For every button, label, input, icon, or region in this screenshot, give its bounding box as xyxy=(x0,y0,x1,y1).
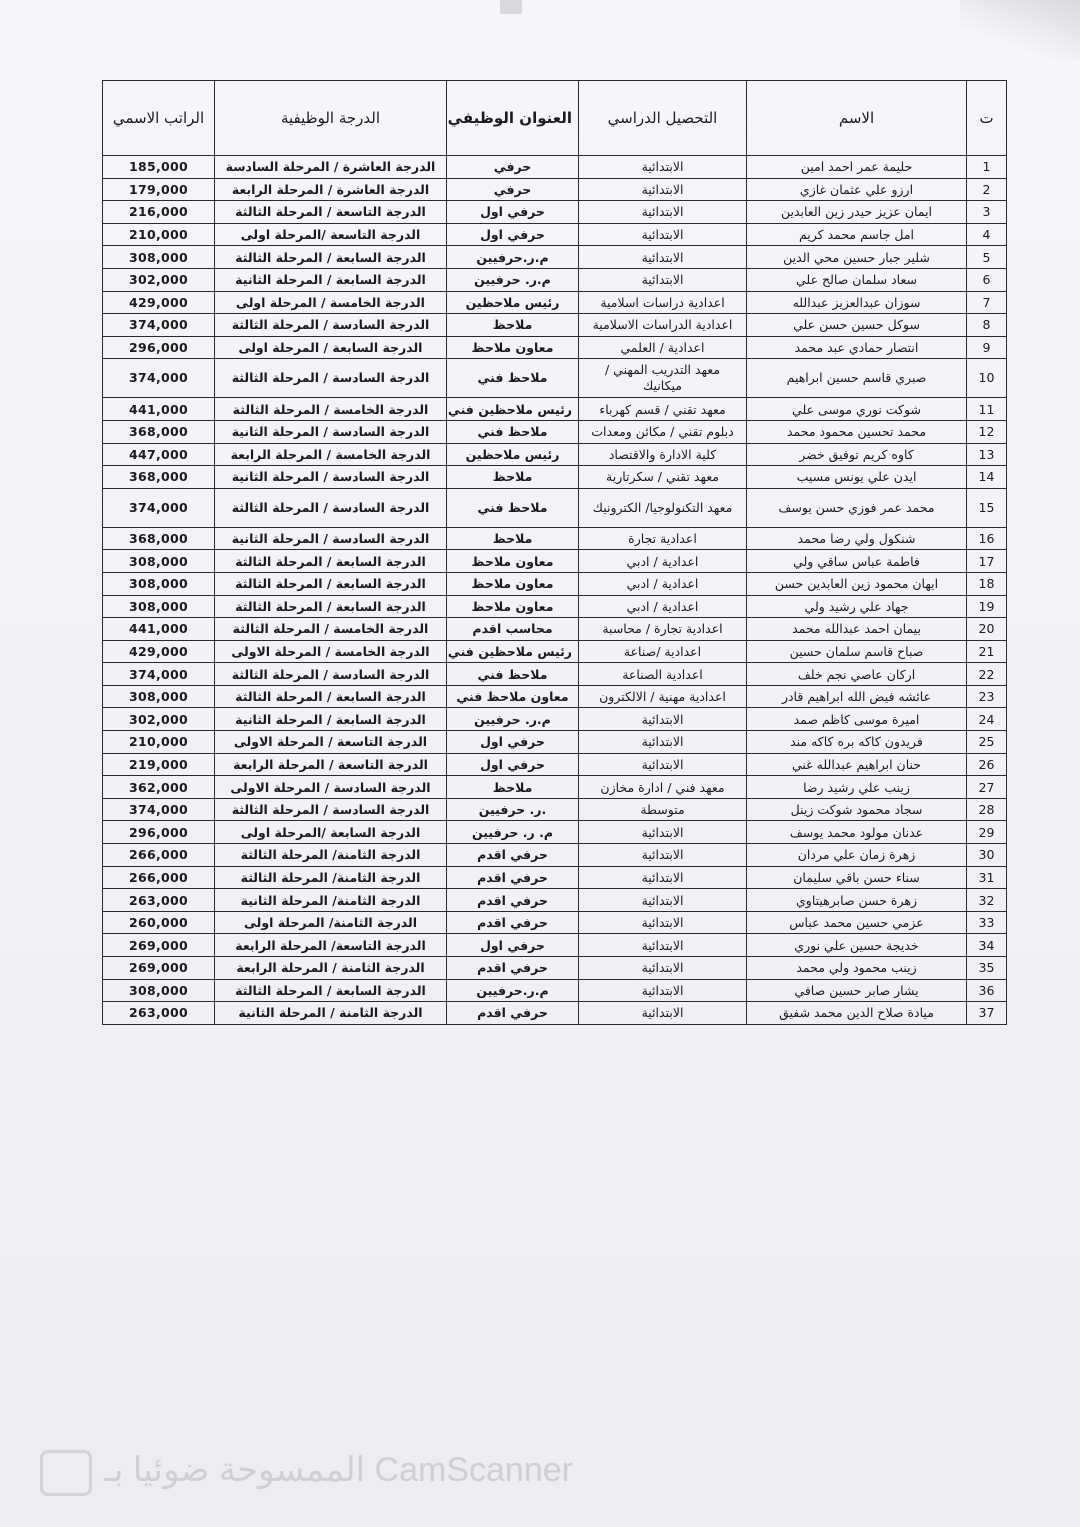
job-grade-cell: الدرجة الخامسة / المرحلة اولى xyxy=(215,291,447,314)
education-cell: الابتدائية xyxy=(579,934,747,957)
job-title-cell: ملاحظ فني xyxy=(447,663,579,686)
job-title-cell: حرفي اقدم xyxy=(447,844,579,867)
row-number-cell: 19 xyxy=(967,595,1007,618)
employee-name-cell: شوكت نوري موسى علي xyxy=(747,398,967,421)
education-cell: الابتدائية xyxy=(579,753,747,776)
row-number-cell: 23 xyxy=(967,685,1007,708)
job-grade-cell: الدرجة التاسعة/ المرحلة الرابعة xyxy=(215,934,447,957)
job-grade-cell: الدرجة الخامسة / المرحلة الاولى xyxy=(215,640,447,663)
job-grade-cell: الدرجة الثامنة / المرحلة الرابعة xyxy=(215,957,447,980)
table-row xyxy=(103,572,1007,595)
job-grade-cell: الدرجة الخامسة / المرحلة الثالثة xyxy=(215,398,447,421)
table-row xyxy=(103,618,1007,641)
table-row xyxy=(103,246,1007,269)
watermark-text: الممسوحة ضوئيا بـ CamScanner xyxy=(104,1451,573,1489)
education-cell: الابتدائية xyxy=(579,821,747,844)
job-grade-cell: الدرجة السادسة / المرحلة الثانية xyxy=(215,420,447,443)
row-number-cell: 7 xyxy=(967,291,1007,314)
salary-cell: 210,000 xyxy=(103,731,215,754)
row-number-cell: 20 xyxy=(967,618,1007,641)
salary-cell: 308,000 xyxy=(103,685,215,708)
row-number-cell: 10 xyxy=(967,359,1007,398)
row-number-cell: 28 xyxy=(967,798,1007,821)
salary-cell: 429,000 xyxy=(103,640,215,663)
education-cell: اعدادية / العلمي xyxy=(579,336,747,359)
row-number-cell: 13 xyxy=(967,443,1007,466)
salary-cell: 266,000 xyxy=(103,844,215,867)
salary-cell: 447,000 xyxy=(103,443,215,466)
education-cell: معهد التدريب المهني / ميكانيك xyxy=(579,359,747,398)
header-no: ت xyxy=(967,81,1007,156)
employee-name-cell: زينب محمود ولي محمد xyxy=(747,957,967,980)
job-grade-cell: الدرجة السادسة / المرحلة الثانية xyxy=(215,466,447,489)
row-number-cell: 30 xyxy=(967,844,1007,867)
row-number-cell: 25 xyxy=(967,731,1007,754)
header-name: الاسم xyxy=(747,81,967,156)
row-number-cell: 4 xyxy=(967,223,1007,246)
table-row xyxy=(103,466,1007,489)
salary-cell: 429,000 xyxy=(103,291,215,314)
table-row xyxy=(103,708,1007,731)
employee-name-cell: اركان عاصي نجم خلف xyxy=(747,663,967,686)
table-row xyxy=(103,178,1007,201)
row-number-cell: 8 xyxy=(967,314,1007,337)
education-cell: الابتدائية xyxy=(579,957,747,980)
job-title-cell: ملاحظ فني xyxy=(447,420,579,443)
education-cell: الابتدائية xyxy=(579,979,747,1002)
job-title-cell: حرفي اقدم xyxy=(447,866,579,889)
salary-cell: 374,000 xyxy=(103,798,215,821)
table-row xyxy=(103,911,1007,934)
job-title-cell: م. ر. حرفيين xyxy=(447,821,579,844)
employee-name-cell: محمد عمر فوزي حسن يوسف xyxy=(747,488,967,527)
row-number-cell: 11 xyxy=(967,398,1007,421)
employee-name-cell: بيمان احمد عبدالله محمد xyxy=(747,618,967,641)
job-grade-cell: الدرجة السابعة / المرحلة الثالثة xyxy=(215,572,447,595)
table-row xyxy=(103,314,1007,337)
row-number-cell: 9 xyxy=(967,336,1007,359)
salary-cell: 308,000 xyxy=(103,246,215,269)
education-cell: اعدادية / ادبي xyxy=(579,572,747,595)
employee-name-cell: سعاد سلمان صالح علي xyxy=(747,268,967,291)
row-number-cell: 6 xyxy=(967,268,1007,291)
job-grade-cell: الدرجة السابعة / المرحلة اولى xyxy=(215,336,447,359)
table-body xyxy=(103,156,1007,1025)
job-grade-cell: الدرجة الثامنة/ المرحلة الثالثة xyxy=(215,844,447,867)
job-title-cell: معاون ملاحظ xyxy=(447,572,579,595)
education-cell: اعدادية تجارة / محاسبة xyxy=(579,618,747,641)
header-education: التحصيل الدراسي xyxy=(579,81,747,156)
table-row xyxy=(103,776,1007,799)
employee-name-cell: شنكول ولي رضا محمد xyxy=(747,527,967,550)
row-number-cell: 29 xyxy=(967,821,1007,844)
table-row xyxy=(103,640,1007,663)
education-cell: الابتدائية xyxy=(579,246,747,269)
salary-cell: 441,000 xyxy=(103,398,215,421)
job-title-cell: معاون ملاحظ xyxy=(447,550,579,573)
employee-name-cell: محمد تحسين محمود محمد xyxy=(747,420,967,443)
salary-cell: 362,000 xyxy=(103,776,215,799)
job-grade-cell: الدرجة الثامنة / المرحلة الثانية xyxy=(215,1002,447,1025)
job-title-cell: معاون ملاحظ فني xyxy=(447,685,579,708)
salary-cell: 368,000 xyxy=(103,466,215,489)
salary-cell: 308,000 xyxy=(103,572,215,595)
table-row xyxy=(103,336,1007,359)
camscanner-logo-icon xyxy=(40,1450,92,1496)
row-number-cell: 35 xyxy=(967,957,1007,980)
row-number-cell: 5 xyxy=(967,246,1007,269)
education-cell: اعدادية مهنية / الالكترون xyxy=(579,685,747,708)
job-title-cell: م.ر. حرفيين xyxy=(447,268,579,291)
employee-name-cell: زهرة حسن صابرهيتاوي xyxy=(747,889,967,912)
employee-name-cell: جهاد علي رشيد ولي xyxy=(747,595,967,618)
row-number-cell: 12 xyxy=(967,420,1007,443)
row-number-cell: 22 xyxy=(967,663,1007,686)
education-cell: الابتدائية xyxy=(579,156,747,179)
salary-cell: 308,000 xyxy=(103,550,215,573)
table-row xyxy=(103,1002,1007,1025)
employee-name-cell: فريدون كاكه بره كاكه مند xyxy=(747,731,967,754)
row-number-cell: 2 xyxy=(967,178,1007,201)
job-grade-cell: الدرجة السادسة / المرحلة الثالثة xyxy=(215,663,447,686)
employee-name-cell: ارزو علي عثمان غازي xyxy=(747,178,967,201)
table-row xyxy=(103,595,1007,618)
job-title-cell: ملاحظ xyxy=(447,527,579,550)
education-cell: الابتدائية xyxy=(579,201,747,224)
job-grade-cell: الدرجة التاسعة / المرحلة الاولى xyxy=(215,731,447,754)
row-number-cell: 17 xyxy=(967,550,1007,573)
job-grade-cell: الدرجة السادسة / المرحلة الثالثة xyxy=(215,488,447,527)
table-row xyxy=(103,420,1007,443)
job-grade-cell: الدرجة السابعة / المرحلة الثانية xyxy=(215,268,447,291)
salary-cell: 374,000 xyxy=(103,663,215,686)
education-cell: اعدادية دراسات اسلامية xyxy=(579,291,747,314)
salary-cell: 296,000 xyxy=(103,336,215,359)
job-title-cell: حرفي اقدم xyxy=(447,1002,579,1025)
row-number-cell: 36 xyxy=(967,979,1007,1002)
table-row xyxy=(103,663,1007,686)
job-title-cell: رئيس ملاحظين xyxy=(447,291,579,314)
table-row xyxy=(103,398,1007,421)
job-title-cell: رئيس ملاحظين فني xyxy=(447,640,579,663)
job-grade-cell: الدرجة التاسعة /المرحلة اولى xyxy=(215,223,447,246)
job-grade-cell: الدرجة السابعة /المرحلة اولى xyxy=(215,821,447,844)
education-cell: اعدادية الدراسات الاسلامية xyxy=(579,314,747,337)
table-row xyxy=(103,866,1007,889)
employee-name-cell: فاطمة عباس ساقي ولي xyxy=(747,550,967,573)
employee-table xyxy=(102,80,1007,1025)
job-title-cell: حرفي xyxy=(447,156,579,179)
employee-name-cell: عزمي حسين محمد عباس xyxy=(747,911,967,934)
job-title-cell: معاون ملاحظ xyxy=(447,595,579,618)
job-title-cell: ملاحظ xyxy=(447,466,579,489)
salary-cell: 185,000 xyxy=(103,156,215,179)
job-grade-cell: الدرجة الثامنة/ المرحلة الثانية xyxy=(215,889,447,912)
education-cell: اعدادية /صناعة xyxy=(579,640,747,663)
job-grade-cell: الدرجة السادسة / المرحلة الثالثة xyxy=(215,359,447,398)
row-number-cell: 24 xyxy=(967,708,1007,731)
table-row xyxy=(103,527,1007,550)
salary-cell: 302,000 xyxy=(103,268,215,291)
table-row xyxy=(103,798,1007,821)
table-row xyxy=(103,488,1007,527)
row-number-cell: 15 xyxy=(967,488,1007,527)
employee-name-cell: صبري قاسم حسين ابراهيم xyxy=(747,359,967,398)
row-number-cell: 27 xyxy=(967,776,1007,799)
job-grade-cell: الدرجة السابعة / المرحلة الثالثة xyxy=(215,595,447,618)
employee-name-cell: انتصار حمادي عبد محمد xyxy=(747,336,967,359)
education-cell: الابتدائية xyxy=(579,866,747,889)
job-title-cell: رئيس ملاحظين فني xyxy=(447,398,579,421)
employee-name-cell: حليمة عمر احمد امين xyxy=(747,156,967,179)
employee-name-cell: زينب علي رشيد رضا xyxy=(747,776,967,799)
job-title-cell: محاسب اقدم xyxy=(447,618,579,641)
salary-cell: 308,000 xyxy=(103,979,215,1002)
row-number-cell: 26 xyxy=(967,753,1007,776)
table-row xyxy=(103,844,1007,867)
job-grade-cell: الدرجة السابعة / المرحلة الثالثة xyxy=(215,550,447,573)
salary-cell: 302,000 xyxy=(103,708,215,731)
job-title-cell: م.ر. حرفيين xyxy=(447,708,579,731)
education-cell: متوسطة xyxy=(579,798,747,821)
job-grade-cell: الدرجة السابعة / المرحلة الثالثة xyxy=(215,685,447,708)
education-cell: اعدادية تجارة xyxy=(579,527,747,550)
table-row xyxy=(103,889,1007,912)
job-title-cell: .ر. حرفيين xyxy=(447,798,579,821)
table-row xyxy=(103,359,1007,398)
row-number-cell: 21 xyxy=(967,640,1007,663)
table-row xyxy=(103,223,1007,246)
table-row xyxy=(103,268,1007,291)
header-salary: الراتب الاسمي xyxy=(103,81,215,156)
salary-cell: 368,000 xyxy=(103,527,215,550)
job-grade-cell: الدرجة العاشرة / المرحلة السادسة xyxy=(215,156,447,179)
education-cell: الابتدائية xyxy=(579,731,747,754)
salary-cell: 269,000 xyxy=(103,957,215,980)
job-grade-cell: الدرجة التاسعة / المرحلة الثالثة xyxy=(215,201,447,224)
job-grade-cell: الدرجة السابعة / المرحلة الثالثة xyxy=(215,246,447,269)
salary-cell: 368,000 xyxy=(103,420,215,443)
job-title-cell: حرفي اقدم xyxy=(447,957,579,980)
education-cell: دبلوم تقني / مكائن ومعدات xyxy=(579,420,747,443)
employee-name-cell: عائشه فيض الله ابراهيم قادر xyxy=(747,685,967,708)
row-number-cell: 33 xyxy=(967,911,1007,934)
job-title-cell: م.ر.حرفيين xyxy=(447,979,579,1002)
job-title-cell: ملاحظ xyxy=(447,776,579,799)
table-row xyxy=(103,731,1007,754)
employee-name-cell: عدنان مولود محمد يوسف xyxy=(747,821,967,844)
job-title-cell: حرفي اول xyxy=(447,753,579,776)
employee-name-cell: صباح قاسم سلمان حسين xyxy=(747,640,967,663)
table-row xyxy=(103,291,1007,314)
education-cell: معهد فني / ادارة مخازن xyxy=(579,776,747,799)
salary-cell: 179,000 xyxy=(103,178,215,201)
job-grade-cell: الدرجة العاشرة / المرحلة الرابعة xyxy=(215,178,447,201)
salary-cell: 216,000 xyxy=(103,201,215,224)
job-title-cell: ملاحظ فني xyxy=(447,488,579,527)
employee-name-cell: سناء حسن باقي سليمان xyxy=(747,866,967,889)
employee-name-cell: خديجة حسين علي نوري xyxy=(747,934,967,957)
salary-cell: 260,000 xyxy=(103,911,215,934)
row-number-cell: 37 xyxy=(967,1002,1007,1025)
employee-name-cell: زهرة زمان علي مردان xyxy=(747,844,967,867)
row-number-cell: 31 xyxy=(967,866,1007,889)
salary-cell: 269,000 xyxy=(103,934,215,957)
salary-cell: 263,000 xyxy=(103,1002,215,1025)
education-cell: معهد تقني / سكرتارية xyxy=(579,466,747,489)
job-grade-cell: الدرجة السادسة / المرحلة الاولى xyxy=(215,776,447,799)
job-title-cell: ملاحظ xyxy=(447,314,579,337)
table-row xyxy=(103,979,1007,1002)
job-grade-cell: الدرجة الثامنة/ المرحلة اولى xyxy=(215,911,447,934)
employee-name-cell: سوزان عبدالعزيز عبدالله xyxy=(747,291,967,314)
table-row xyxy=(103,201,1007,224)
employee-name-cell: امل جاسم محمد كريم xyxy=(747,223,967,246)
education-cell: الابتدائية xyxy=(579,1002,747,1025)
education-cell: كلية الادارة والاقتصاد xyxy=(579,443,747,466)
education-cell: الابتدائية xyxy=(579,889,747,912)
row-number-cell: 3 xyxy=(967,201,1007,224)
employee-name-cell: ميادة صلاح الدين محمد شفيق xyxy=(747,1002,967,1025)
education-cell: اعدادية / ادبي xyxy=(579,550,747,573)
table-row xyxy=(103,957,1007,980)
job-title-cell: حرفي xyxy=(447,178,579,201)
header-grade: الدرجة الوظيفية xyxy=(215,81,447,156)
salary-cell: 263,000 xyxy=(103,889,215,912)
education-cell: الابتدائية xyxy=(579,178,747,201)
education-cell: الابتدائية xyxy=(579,911,747,934)
employee-name-cell: سجاد محمود شوكت زينل xyxy=(747,798,967,821)
job-title-cell: حرفي اول xyxy=(447,223,579,246)
education-cell: الابتدائية xyxy=(579,268,747,291)
row-number-cell: 1 xyxy=(967,156,1007,179)
job-grade-cell: الدرجة السادسة / المرحلة الثالثة xyxy=(215,314,447,337)
table-row xyxy=(103,934,1007,957)
salary-cell: 308,000 xyxy=(103,595,215,618)
employee-name-cell: اميرة موسى كاظم صمد xyxy=(747,708,967,731)
job-title-cell: حرفي اول xyxy=(447,201,579,224)
education-cell: الابتدائية xyxy=(579,223,747,246)
job-grade-cell: الدرجة السادسة / المرحلة الثانية xyxy=(215,527,447,550)
education-cell: معهد تقني / قسم كهرباء xyxy=(579,398,747,421)
salary-cell: 266,000 xyxy=(103,866,215,889)
employee-name-cell: يشار صابر حسين صافي xyxy=(747,979,967,1002)
education-cell: اعدادية الصناعة xyxy=(579,663,747,686)
job-grade-cell: الدرجة التاسعة / المرحلة الرابعة xyxy=(215,753,447,776)
salary-cell: 374,000 xyxy=(103,314,215,337)
table-header-row xyxy=(103,81,1007,156)
job-title-cell: حرفي اقدم xyxy=(447,911,579,934)
job-title-cell: ملاحظ فني xyxy=(447,359,579,398)
employee-name-cell: كاوه كريم توفيق خضر xyxy=(747,443,967,466)
education-cell: اعدادية / ادبي xyxy=(579,595,747,618)
job-grade-cell: الدرجة الخامسة / المرحلة الثالثة xyxy=(215,618,447,641)
table-row xyxy=(103,685,1007,708)
job-grade-cell: الدرجة الثامنة/ المرحلة الثالثة xyxy=(215,866,447,889)
job-title-cell: حرفي اول xyxy=(447,731,579,754)
salary-cell: 296,000 xyxy=(103,821,215,844)
salary-cell: 374,000 xyxy=(103,359,215,398)
row-number-cell: 18 xyxy=(967,572,1007,595)
table-row xyxy=(103,550,1007,573)
job-grade-cell: الدرجة السابعة / المرحلة الثالثة xyxy=(215,979,447,1002)
row-number-cell: 34 xyxy=(967,934,1007,957)
table-row xyxy=(103,753,1007,776)
job-grade-cell: الدرجة السادسة / المرحلة الثالثة xyxy=(215,798,447,821)
salary-cell: 210,000 xyxy=(103,223,215,246)
job-title-cell: م.ر.حرفيين xyxy=(447,246,579,269)
salary-cell: 374,000 xyxy=(103,488,215,527)
education-cell: الابتدائية xyxy=(579,708,747,731)
employee-name-cell: شلير جبار حسين محي الدين xyxy=(747,246,967,269)
employee-name-cell: سوكل حسين حسن علي xyxy=(747,314,967,337)
employee-name-cell: ايمان عزيز حيدر زين العابدين xyxy=(747,201,967,224)
row-number-cell: 16 xyxy=(967,527,1007,550)
employee-name-cell: ايهان محمود زين العابدين حسن xyxy=(747,572,967,595)
job-grade-cell: الدرجة السابعة / المرحلة الثانية xyxy=(215,708,447,731)
job-title-cell: حرفي اقدم xyxy=(447,889,579,912)
job-title-cell: رئيس ملاحظين xyxy=(447,443,579,466)
job-title-cell: حرفي اول xyxy=(447,934,579,957)
education-cell: معهد التكنولوجيا/ الكترونيك xyxy=(579,488,747,527)
job-title-cell: معاون ملاحظ xyxy=(447,336,579,359)
table-row xyxy=(103,821,1007,844)
salary-cell: 441,000 xyxy=(103,618,215,641)
employee-name-cell: حنان ابراهيم عبدالله غني xyxy=(747,753,967,776)
page-corner-shadow xyxy=(960,0,1080,60)
row-number-cell: 32 xyxy=(967,889,1007,912)
job-grade-cell: الدرجة الخامسة / المرحلة الرابعة xyxy=(215,443,447,466)
page-top-mark xyxy=(500,0,522,14)
row-number-cell: 14 xyxy=(967,466,1007,489)
header-job-title: العنوان الوظيفي xyxy=(447,81,579,156)
table-row xyxy=(103,156,1007,179)
education-cell: الابتدائية xyxy=(579,844,747,867)
employee-name-cell: ايدن علي يونس مسيب xyxy=(747,466,967,489)
salary-cell: 219,000 xyxy=(103,753,215,776)
table-row xyxy=(103,443,1007,466)
camscanner-watermark xyxy=(40,1440,660,1500)
